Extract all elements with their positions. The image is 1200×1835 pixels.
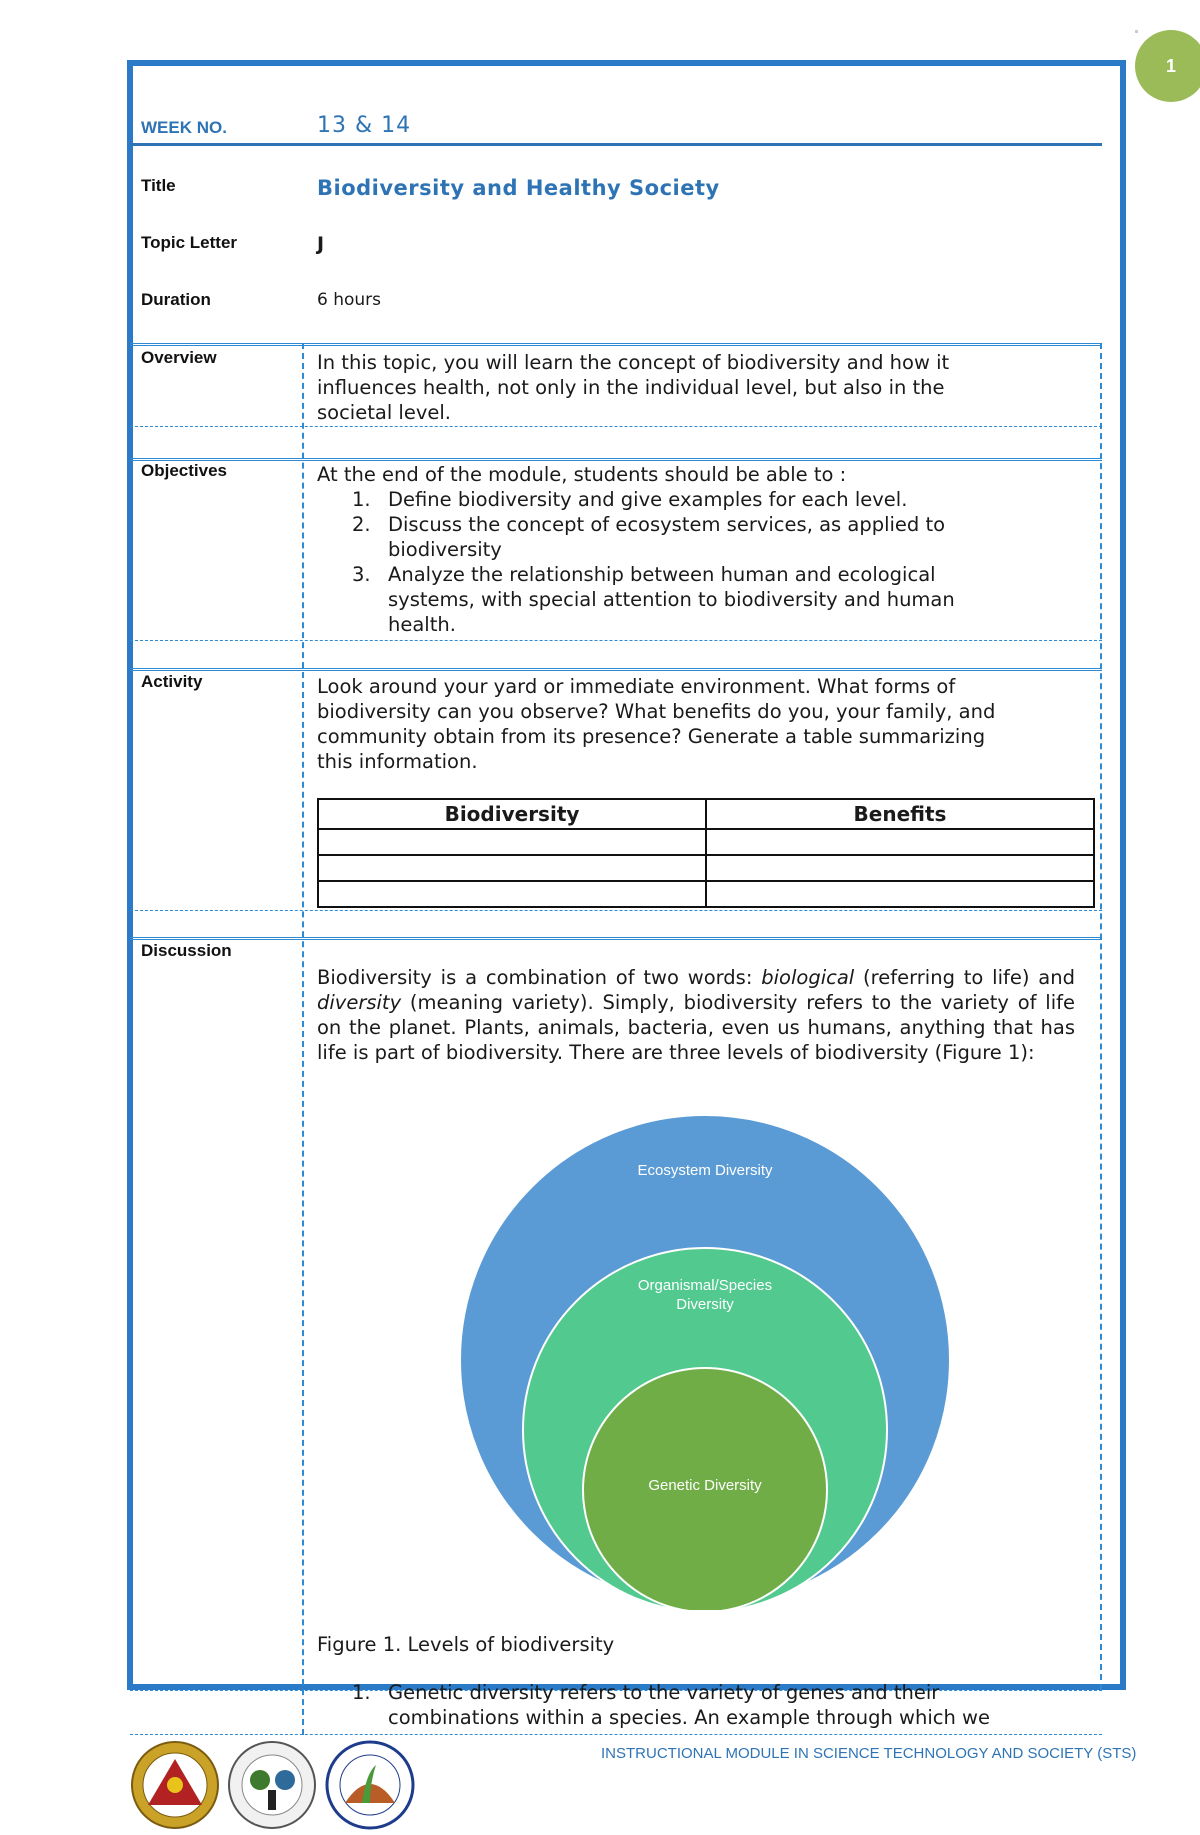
week-label: WEEK NO. <box>141 118 227 137</box>
table-header-biodiversity: Biodiversity <box>318 799 706 829</box>
row-divider <box>130 343 1102 346</box>
module-title: Biodiversity and Healthy Society <box>317 176 720 200</box>
table-row <box>318 855 1094 881</box>
discussion-label: Discussion <box>141 941 232 960</box>
objective-line: Define biodiversity and give examples for each level. <box>388 488 908 511</box>
table-row <box>318 881 1094 907</box>
topic-letter-value: J <box>317 233 325 255</box>
overview-line: societal level. <box>317 401 452 424</box>
activity-line: biodiversity can you observe? What benefits do you, your family, and <box>317 700 996 723</box>
institution-logos <box>130 1735 420 1835</box>
activity-text <box>317 674 1075 774</box>
genetic-diversity-item <box>317 1680 1075 1730</box>
objective-item <box>317 562 1075 637</box>
duration-label: Duration <box>141 290 211 309</box>
genetic-label: Genetic Diversity <box>648 1477 762 1494</box>
objective-number: 2. <box>352 513 371 536</box>
title-label: Title <box>141 176 176 195</box>
objective-number: 1. <box>352 488 371 511</box>
table-cell[interactable] <box>318 881 706 907</box>
species-label-line2: Diversity <box>676 1296 734 1313</box>
table-cell[interactable] <box>706 855 1094 881</box>
page-number-badge <box>1135 30 1200 102</box>
biodiversity-levels-figure <box>450 1110 960 1610</box>
discussion-paragraph <box>317 965 1075 1065</box>
list-line: Genetic diversity refers to the variety of genes and their <box>388 1681 940 1704</box>
right-column-edge <box>1100 343 1102 1690</box>
table-header-benefits: Benefits <box>706 799 1094 829</box>
topic-letter-label: Topic Letter <box>141 233 238 252</box>
table-cell[interactable] <box>706 881 1094 907</box>
term-diversity: diversity <box>317 991 402 1014</box>
term-biological: biological <box>761 966 855 989</box>
objective-item <box>317 512 1075 562</box>
table-row <box>318 829 1094 855</box>
objectives-intro: At the end of the module, students should be able to : <box>317 463 847 486</box>
table-cell[interactable] <box>318 829 706 855</box>
college-seal-icon <box>229 1742 315 1828</box>
activity-table <box>317 798 1095 908</box>
week-value: 13 & 14 <box>317 113 412 138</box>
figure-caption: Figure 1. Levels of biodiversity <box>317 1633 615 1656</box>
page-number: 1 <box>1165 55 1176 76</box>
page-corner-mark <box>1135 30 1138 33</box>
row-divider <box>130 668 1102 671</box>
list-number: 1. <box>352 1681 371 1704</box>
objectives-text <box>317 462 1075 637</box>
activity-label: Activity <box>141 672 203 691</box>
footer-module-title: INSTRUCTIONAL MODULE IN SCIENCE TECHNOLOGY AND SOCIETY (STS) <box>601 1745 1137 1762</box>
objective-line: health. <box>388 613 456 636</box>
objective-number: 3. <box>352 563 371 586</box>
objectives-list <box>317 487 1075 637</box>
activity-line: Look around your yard or immediate environment. What forms of <box>317 675 956 698</box>
university-seal-icon <box>132 1742 218 1828</box>
row-divider <box>130 937 1102 940</box>
list-line: combinations within a species. An example through which we <box>388 1706 990 1729</box>
overview-text <box>317 350 1075 425</box>
objectives-label: Objectives <box>141 461 227 480</box>
discussion-text: Biodiversity is a combination of two words: <box>317 966 762 989</box>
objective-line: Analyze the relationship between human and ecological <box>388 563 936 586</box>
column-divider <box>302 343 304 1735</box>
activity-line: this information. <box>317 750 478 773</box>
row-divider <box>130 640 1102 641</box>
row-divider <box>130 910 1102 911</box>
objective-line: biodiversity <box>388 538 502 561</box>
activity-line: community obtain from its presence? Generate a table summarizing <box>317 725 986 748</box>
row-divider <box>130 426 1102 427</box>
objective-line: Discuss the concept of ecosystem services, as applied to <box>388 513 946 536</box>
table-header-row <box>318 799 1094 829</box>
discussion-text: (meaning variety). Simply, biodiversity refers to the variety of life on the planet. Plants, animals, bacteria, even us humans, anything that has life is part of biodiversity. There are three levels of biodiversity (Figure 1): <box>317 991 1075 1064</box>
objective-item <box>317 487 1075 512</box>
duration-value: 6 hours <box>317 290 382 310</box>
overview-label: Overview <box>141 348 217 367</box>
table-cell[interactable] <box>318 855 706 881</box>
header-rule <box>130 143 1102 146</box>
row-divider <box>130 458 1102 461</box>
overview-line: influences health, not only in the individual level, but also in the <box>317 376 945 399</box>
overview-line: In this topic, you will learn the concept of biodiversity and how it <box>317 351 950 374</box>
discussion-text: (referring to life) and <box>854 966 1075 989</box>
department-seal-icon <box>327 1742 413 1828</box>
table-cell[interactable] <box>706 829 1094 855</box>
objective-line: systems, with special attention to biodiversity and human <box>388 588 955 611</box>
ecosystem-label: Ecosystem Diversity <box>637 1162 773 1179</box>
species-label-line1: Organismal/Species <box>637 1277 773 1294</box>
